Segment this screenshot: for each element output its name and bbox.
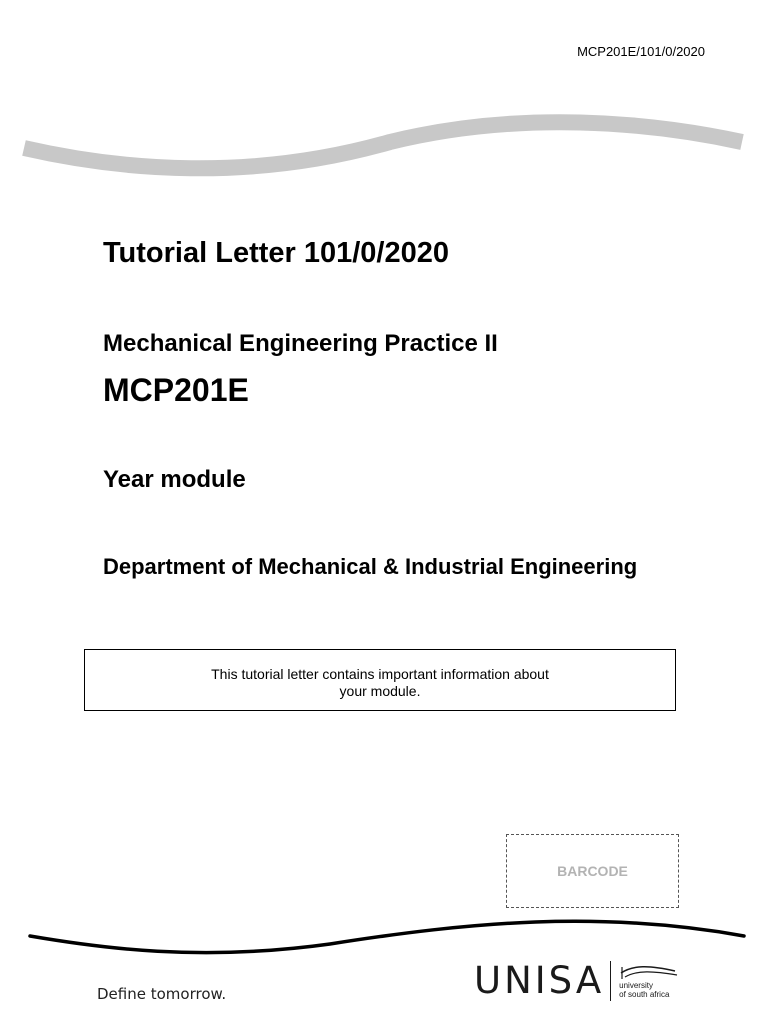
logo-wordmark: UNISA (474, 959, 605, 1002)
logo-emblem (619, 963, 679, 999)
logo-sub-line2: of south africa (619, 990, 670, 999)
module-code: MCP201E (103, 372, 249, 408)
notice-box (84, 649, 676, 711)
module-name: Mechanical Engineering Practice II (103, 330, 498, 357)
barcode-placeholder (506, 834, 679, 908)
logo-sub-line1: university (619, 981, 653, 990)
page-code: MCP201E/101/0/2020 (577, 44, 705, 59)
department-name: Department of Mechanical & Industrial Engineering (103, 554, 638, 579)
notice-text: This tutorial letter contains important information about your module. (211, 666, 549, 699)
emblem-icon (619, 963, 679, 981)
decorative-top-wave (0, 100, 768, 190)
document-title: Tutorial Letter 101/0/2020 (103, 237, 450, 269)
barcode-label: BARCODE (557, 863, 628, 879)
tagline: Define tomorrow. (97, 985, 227, 1003)
module-type: Year module (103, 466, 246, 493)
unisa-logo (474, 958, 679, 1004)
logo-divider (610, 961, 611, 1001)
